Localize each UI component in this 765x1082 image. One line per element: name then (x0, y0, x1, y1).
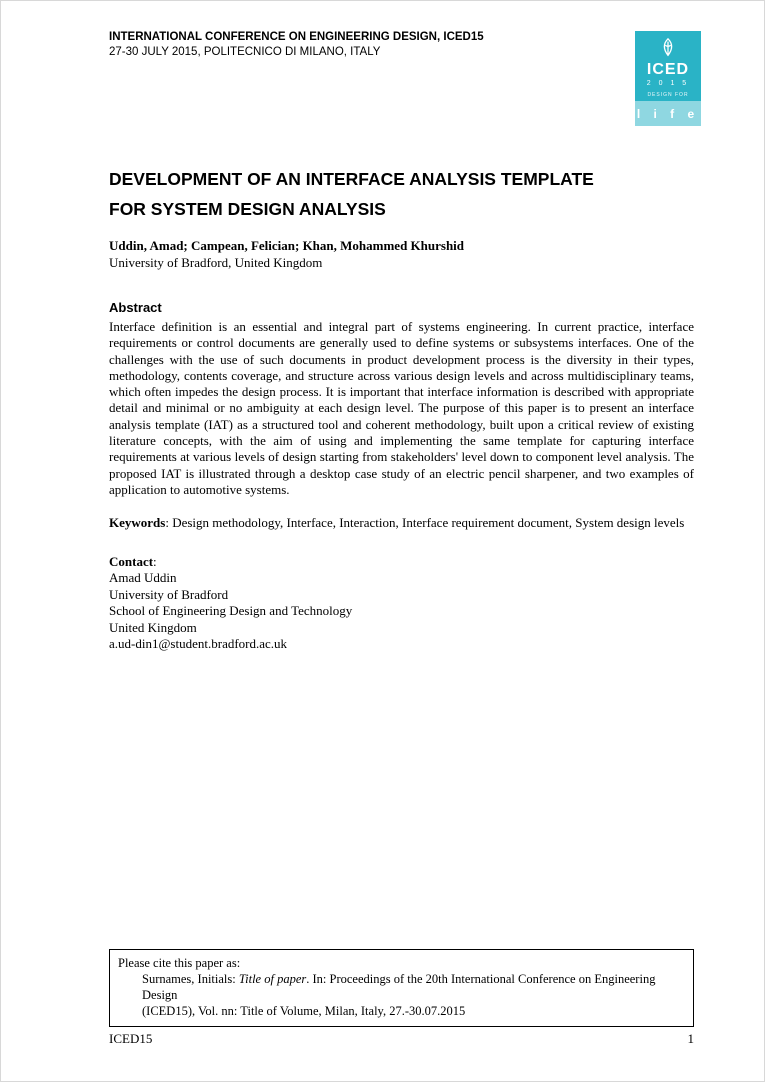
page-footer (109, 1031, 694, 1047)
authors-line: Uddin, Amad; Campean, Felician; Khan, Mohammed Khurshid (109, 238, 465, 253)
keywords-line (109, 515, 694, 531)
affiliation-line: University of Bradford, United Kingdom (109, 255, 323, 270)
contact-label: Contact (109, 553, 154, 569)
conference-date-location: 27-30 JULY 2015, POLITECNICO DI MILANO, ITALY (109, 46, 381, 58)
citation-post: . In: Proceedings of the 20th International Conference on Engineering Design (142, 972, 656, 1002)
iced15-logo (635, 31, 701, 126)
paper-title-line2: FOR SYSTEM DESIGN ANALYSIS (109, 199, 386, 219)
citation-intro: Please cite this paper as: (118, 956, 241, 970)
contact-email: a.ud-din1@student.bradford.ac.uk (109, 636, 288, 652)
logo-life-text: l i f e (635, 101, 701, 126)
paper-title-line1: DEVELOPMENT OF AN INTERFACE ANALYSIS TEMPLATE (109, 169, 594, 189)
logo-year-text: 2 0 1 5 (646, 80, 690, 87)
contact-block (109, 554, 694, 653)
citation-pre: Surnames, Initials: (142, 972, 239, 986)
leaf-icon (657, 37, 679, 59)
keywords-label: Keywords (109, 515, 166, 531)
conference-name: INTERNATIONAL CONFERENCE ON ENGINEERING DESIGN, ICED15 (109, 31, 484, 43)
contact-heading (109, 554, 694, 571)
contact-school: School of Engineering Design and Technology (109, 603, 353, 619)
footer-conference: ICED15 (109, 1031, 153, 1046)
citation-text (118, 971, 685, 1019)
logo-iced-text: ICED (646, 61, 690, 78)
logo-tagline-text: DESIGN FOR (647, 92, 689, 98)
footer-page-number: 1 (687, 1031, 694, 1046)
paper-title (109, 164, 694, 224)
contact-country: United Kingdom (109, 619, 197, 635)
keywords-text: : Design methodology, Interface, Interaction, Interface requirement document, System design levels (165, 515, 685, 531)
abstract-heading: Abstract (109, 300, 162, 315)
page-header (109, 30, 579, 60)
main-content (109, 164, 694, 653)
abstract-text: Interface definition is an essential and integral part of systems engineering. In current practice, interface requirements or control documents are generally used to define systems or subsystems interfaces. One of the challenges with the use of such documents in product development process is the diversity in their types, methodology, contents coverage, and structure across various design levels and across multidisciplinary teams, which often impedes the design process. It is important that interface information is described with appropriate detail and minimal or no ambiguity at each design level. The purpose of this paper is to present an interface analysis template (IAT) as a structured tool and coherent methodology, built upon a critical review of existing literature concepts, with the aim of using and implementing the same template for capturing interface requirements at various levels of design starting from stakeholders' level down to component level analysis. The proposed IAT is illustrated through a desktop case study of an electric pencil sharpener, and two examples of application to automotive systems. (109, 319, 694, 497)
contact-university: University of Bradford (109, 586, 229, 602)
contact-name: Amad Uddin (109, 570, 177, 586)
contact-colon: : (153, 553, 157, 569)
citation-title-placeholder: Title of paper (238, 972, 307, 986)
citation-line2: (ICED15), Vol. nn: Title of Volume, Milan, Italy, 27.-30.07.2015 (142, 1004, 466, 1018)
citation-box (109, 949, 694, 1027)
